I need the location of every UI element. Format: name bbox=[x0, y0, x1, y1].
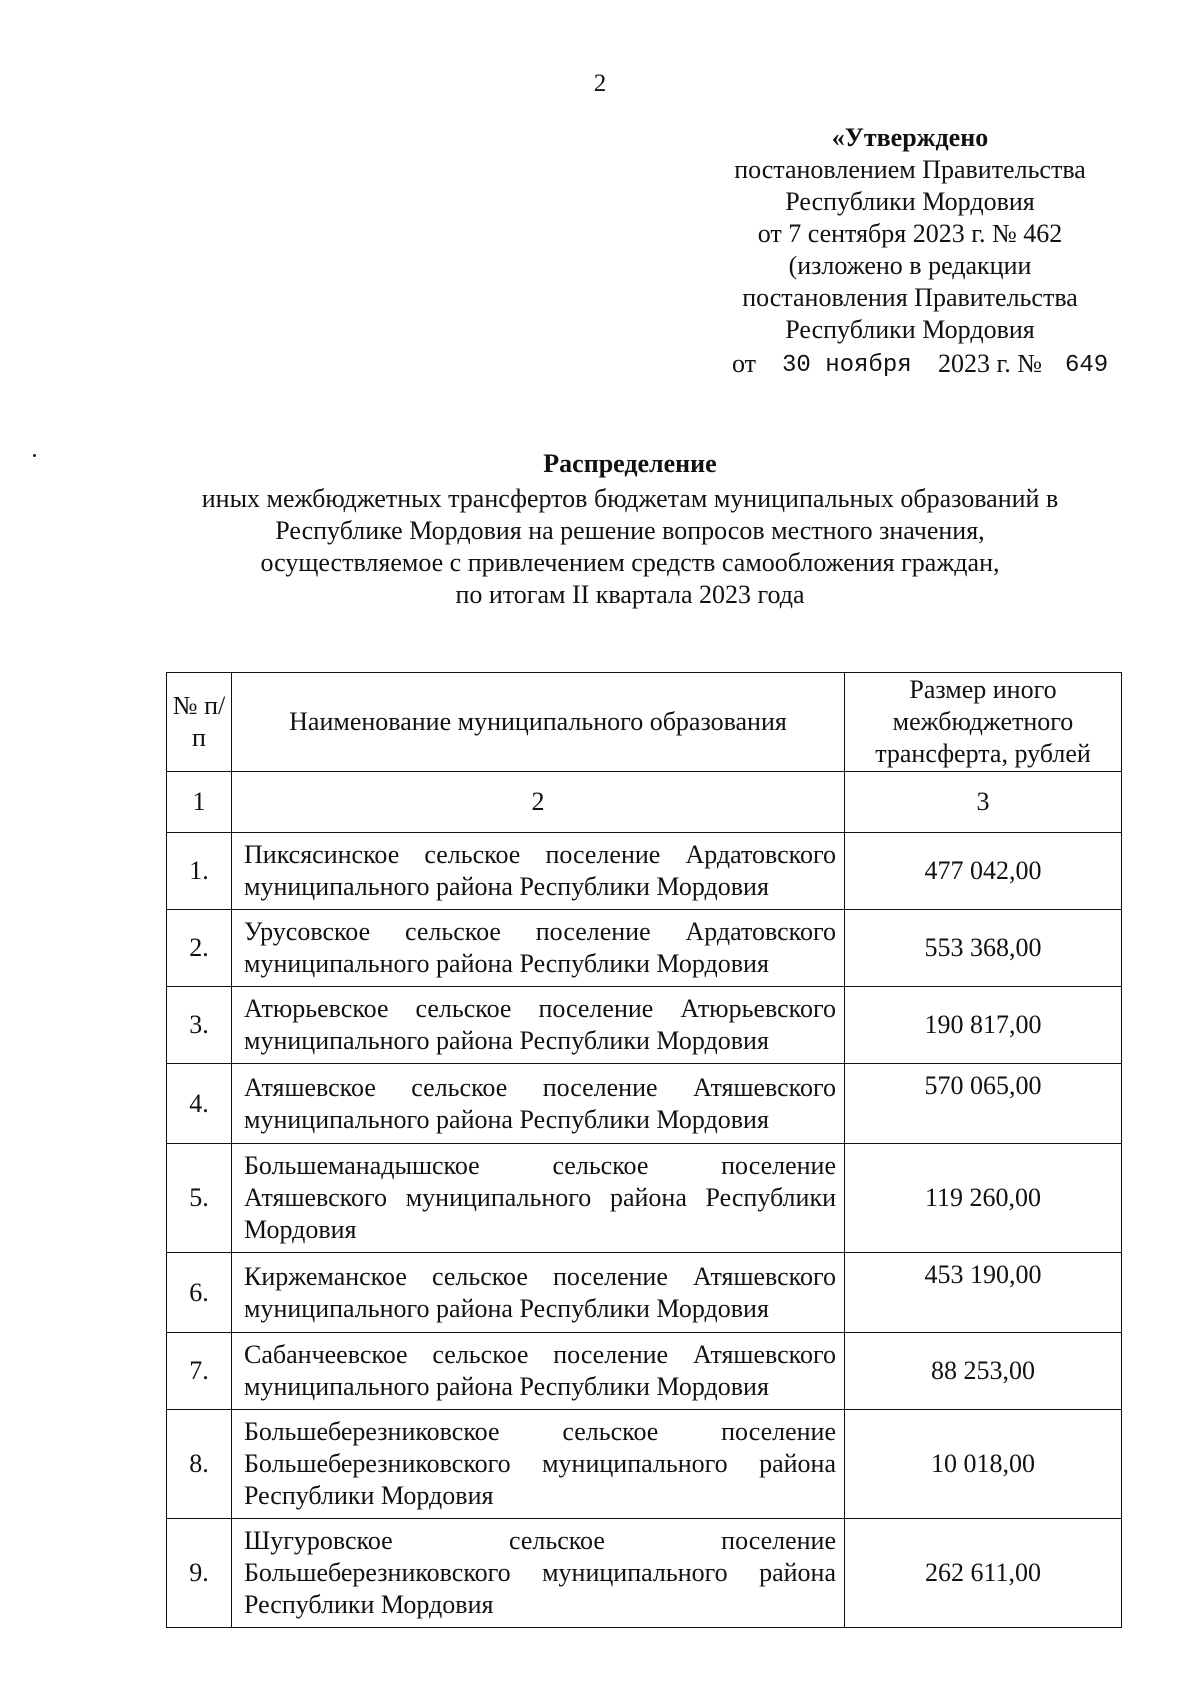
transfer-amount: 262 611,00 bbox=[845, 1519, 1122, 1628]
table-header-row bbox=[167, 673, 1122, 772]
municipality-name: Атяшевское сельское поселение Атяшевского муниципального района Республики Мордовия bbox=[232, 1064, 845, 1144]
table-row bbox=[167, 910, 1122, 987]
transfer-amount: 88 253,00 bbox=[845, 1333, 1122, 1410]
column-number: 2 bbox=[232, 772, 845, 833]
approval-line: Республики Мордовия bbox=[785, 315, 1035, 344]
table-row bbox=[167, 1144, 1122, 1253]
transfer-amount: 553 368,00 bbox=[845, 910, 1122, 987]
table-row bbox=[167, 1253, 1122, 1333]
document-title: Распределение bbox=[543, 449, 717, 478]
municipality-name: Шугуровское сельское поселение Большеберезниковского муниципального района Республики Мордовия bbox=[232, 1519, 845, 1628]
municipality-name: Киржеманское сельское поселение Атяшевского муниципального района Республики Мордовия bbox=[232, 1253, 845, 1333]
row-number: 7. bbox=[167, 1333, 232, 1410]
document-heading bbox=[150, 448, 1110, 611]
municipality-name: Пиксясинское сельское поселение Ардатовского муниципального района Республики Мордовия bbox=[232, 833, 845, 910]
column-number: 3 bbox=[845, 772, 1122, 833]
table-row bbox=[167, 1410, 1122, 1519]
number-stamp: 649 bbox=[1065, 352, 1109, 379]
municipality-name: Большеберезниковское сельское поселение Большеберезниковского муниципального района Республики Мордовия bbox=[232, 1410, 845, 1519]
row-number: 8. bbox=[167, 1410, 232, 1519]
approval-block bbox=[700, 122, 1120, 380]
municipality-name: Урусовское сельское поселение Ардатовского муниципального района Республики Мордовия bbox=[232, 910, 845, 987]
transfer-amount: 190 817,00 bbox=[845, 987, 1122, 1064]
approval-line: постановлением Правительства bbox=[734, 155, 1086, 184]
document-subtitle-line: иных межбюджетных трансфертов бюджетам муниципальных образований в bbox=[201, 484, 1059, 513]
transfer-amount: 119 260,00 bbox=[845, 1144, 1122, 1253]
header-number: № п/п bbox=[167, 673, 232, 772]
table-row bbox=[167, 1064, 1122, 1144]
transfer-amount: 453 190,00 bbox=[845, 1253, 1122, 1333]
table-row bbox=[167, 1333, 1122, 1410]
signature-line bbox=[700, 346, 1120, 380]
transfer-amount: 570 065,00 bbox=[845, 1064, 1122, 1144]
row-number: 1. bbox=[167, 833, 232, 910]
municipality-name: Большеманадышское сельское поселение Атяшевского муниципального района Республики Мордовия bbox=[232, 1144, 845, 1253]
page-number: 2 bbox=[593, 70, 607, 97]
approval-title: «Утверждено bbox=[831, 123, 989, 152]
signature-prefix: от bbox=[732, 349, 757, 378]
document-subtitle-line: Республике Мордовия на решение вопросов местного значения, bbox=[275, 516, 985, 545]
document-subtitle-line: по итогам II квартала 2023 года bbox=[455, 580, 805, 609]
header-amount: Размер иного межбюджетного трансферта, рублей bbox=[845, 673, 1122, 772]
municipality-name: Атюрьевское сельское поселение Атюрьевского муниципального района Республики Мордовия bbox=[232, 987, 845, 1064]
municipality-name: Сабанчеевское сельское поселение Атяшевского муниципального района Республики Мордовия bbox=[232, 1333, 845, 1410]
table-row bbox=[167, 987, 1122, 1064]
header-name: Наименование муниципального образования bbox=[232, 673, 845, 772]
row-number: 3. bbox=[167, 987, 232, 1064]
scan-speck bbox=[33, 454, 36, 457]
table-row bbox=[167, 833, 1122, 910]
approval-line: Республики Мордовия bbox=[785, 187, 1035, 216]
year-number-label: 2023 г. № bbox=[938, 349, 1043, 378]
date-stamp: 30 ноября bbox=[782, 352, 912, 379]
approval-line: постановления Правительства bbox=[742, 283, 1078, 312]
approval-line: (изложено в редакции bbox=[788, 251, 1032, 280]
transfer-amount: 477 042,00 bbox=[845, 833, 1122, 910]
column-number: 1 bbox=[167, 772, 232, 833]
approval-line: от 7 сентября 2023 г. № 462 bbox=[757, 219, 1063, 248]
transfer-amount: 10 018,00 bbox=[845, 1410, 1122, 1519]
table-row bbox=[167, 1519, 1122, 1628]
document-subtitle-line: осуществляемое с привлечением средств самообложения граждан, bbox=[260, 548, 1000, 577]
distribution-table bbox=[166, 672, 1122, 1628]
column-number-row bbox=[167, 772, 1122, 833]
row-number: 4. bbox=[167, 1064, 232, 1144]
row-number: 2. bbox=[167, 910, 232, 987]
row-number: 6. bbox=[167, 1253, 232, 1333]
row-number: 5. bbox=[167, 1144, 232, 1253]
row-number: 9. bbox=[167, 1519, 232, 1628]
